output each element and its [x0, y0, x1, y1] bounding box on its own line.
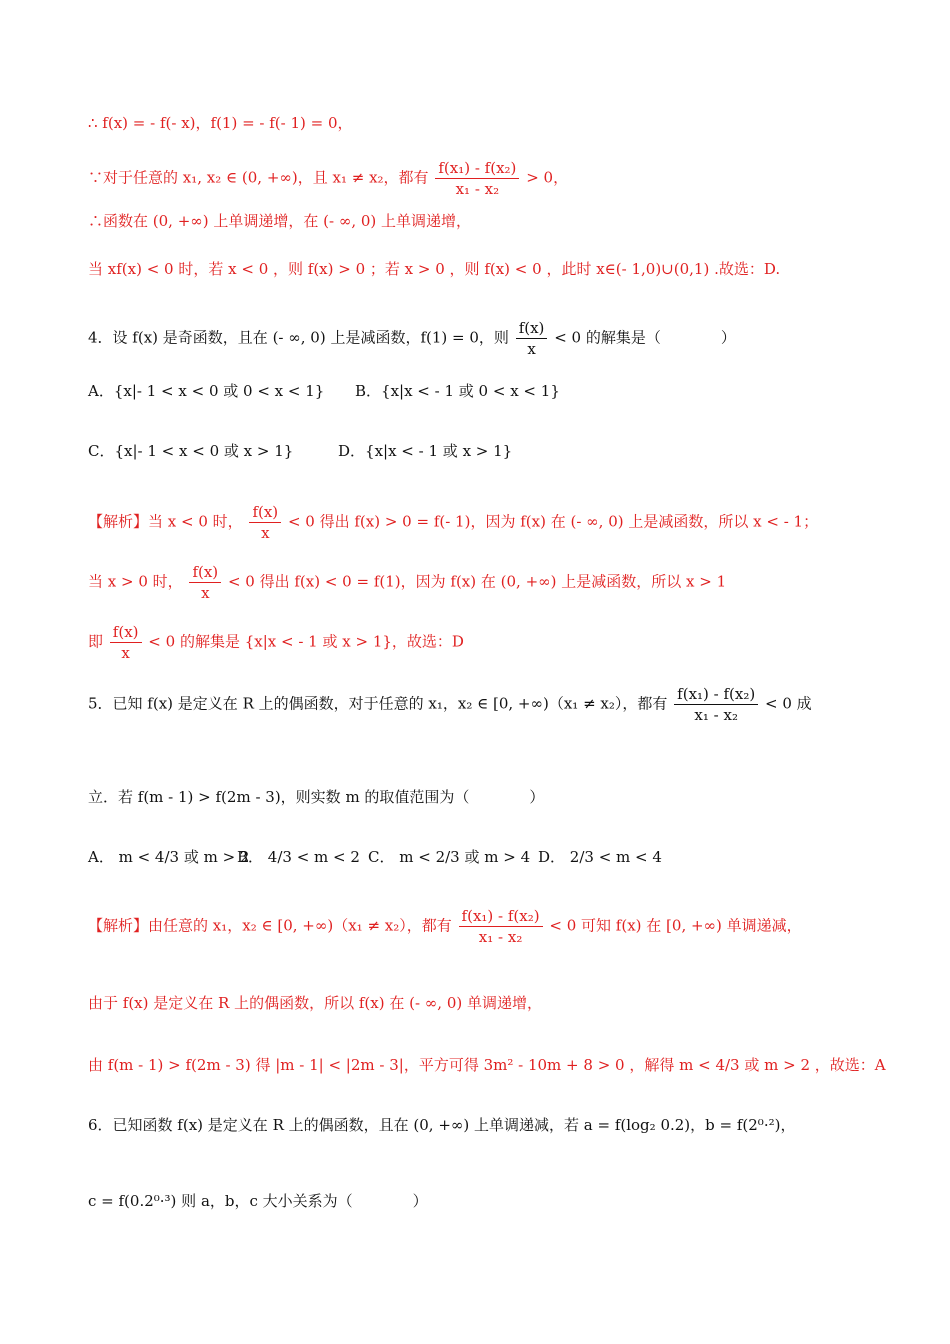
q4-option-b: B．{x|x < - 1 或 0 < x < 1} [355, 382, 560, 400]
q4-solution-1 [88, 502, 818, 543]
q4-solution-2-fraction-num: f(x) [189, 562, 221, 583]
q5-option-a: A． m < 4/3 或 m > 2 [88, 848, 250, 866]
prev-line-4: 当 xf(x) < 0 时，若 x < 0 ，则 f(x) > 0 ；若 x > 0 ，则 f(x) < 0 ，此时 x∈(- 1,0)∪(0,1) .故选：D. [88, 260, 781, 278]
q4-option-c: C．{x|- 1 < x < 0 或 x > 1} [88, 442, 294, 460]
q4-stem-text: 4．设 f(x) 是奇函数，且在 (- ∞, 0) 上是减函数，f(1) = 0，则 [88, 328, 509, 347]
q4-solution-1-fraction [249, 502, 281, 543]
q5-solution-1 [88, 906, 802, 947]
prev-line-2-text: ∵对于任意的 x₁, x₂ ∈ (0, +∞)，且 x₁ ≠ x₂，都有 [88, 168, 429, 187]
q5-solution-2: 由于 f(x) 是定义在 R 上的偶函数，所以 f(x) 在 (- ∞, 0) 单调递增， [88, 994, 542, 1012]
q4-solution-1-fraction-num: f(x) [249, 502, 281, 523]
q4-stem-fraction [516, 318, 548, 359]
q4-solution-1-text: 【解析】当 x < 0 时， [88, 512, 243, 531]
q4-solution-3-tail: < 0 的解集是 {x|x < - 1 或 x > 1}，故选：D [148, 632, 464, 651]
prev-fraction-den: x₁ - x₂ [455, 180, 500, 198]
q5-solution-1-fraction-num: f(x₁) - f(x₂) [459, 906, 543, 927]
q5-stem-line-2: 立．若 f(m - 1) > f(2m - 3)，则实数 m 的取值范围为（ ） [88, 788, 545, 806]
q5-stem-fraction [674, 684, 758, 725]
q5-stem-fraction-den: x₁ - x₂ [694, 706, 738, 724]
q5-stem-tail: < 0 成 [765, 694, 812, 713]
prev-line-2 [88, 158, 568, 199]
q5-solution-1-text: 【解析】由任意的 x₁，x₂ ∈ [0, +∞)（x₁ ≠ x₂），都有 [88, 916, 452, 935]
prev-fraction-num: f(x₁) - f(x₂) [435, 158, 519, 179]
q5-option-b: B． 4/3 < m < 2 [237, 848, 360, 866]
q5-stem-fraction-num: f(x₁) - f(x₂) [674, 684, 758, 705]
q4-solution-3-fraction-den: x [121, 644, 130, 662]
q5-solution-1-fraction-den: x₁ - x₂ [478, 928, 523, 946]
q4-solution-3 [88, 622, 464, 663]
prev-fraction [435, 158, 519, 199]
q5-stem-text: 5．已知 f(x) 是定义在 R 上的偶函数，对于任意的 x₁，x₂ ∈ [0, +∞)（x₁ ≠ x₂），都有 [88, 694, 668, 713]
q5-option-c: C． m < 2/3 或 m > 4 [368, 848, 531, 866]
q5-solution-3: 由 f(m - 1) > f(2m - 3) 得 |m - 1| < |2m - 3|，平方可得 3m² - 10m + 8 > 0 ，解得 m < 4/3 或 m > 2 ，故选：A [88, 1056, 886, 1074]
q4-solution-2-fraction [189, 562, 221, 603]
q4-solution-2-tail: < 0 得出 f(x) < 0 = f(1)，因为 f(x) 在 (0, +∞) 上是减函数，所以 x > 1 [227, 572, 727, 591]
q4-solution-3-fraction-num: f(x) [110, 622, 142, 643]
q4-solution-2 [88, 562, 726, 603]
q4-option-d: D．{x|x < - 1 或 x > 1} [338, 442, 513, 460]
q4-stem-tail: < 0 的解集是（ ） [554, 328, 736, 347]
q4-stem-fraction-num: f(x) [516, 318, 548, 339]
q5-solution-1-fraction [459, 906, 543, 947]
q4-solution-2-text: 当 x > 0 时， [88, 572, 183, 591]
q4-option-a: A．{x|- 1 < x < 0 或 0 < x < 1} [88, 382, 325, 400]
prev-line-1: ∴ f(x) = - f(- x)，f(1) = - f(- 1) = 0， [88, 114, 353, 132]
q6-stem-line-2: c = f(0.2⁰·³) 则 a，b，c 大小关系为（ ） [88, 1192, 428, 1210]
q6-stem-line-1: 6．已知函数 f(x) 是定义在 R 上的偶函数，且在 (0, +∞) 上单调递减，若 a = f(log₂ 0.2)，b = f(2⁰·²)， [88, 1116, 796, 1134]
prev-line-2-tail: > 0， [526, 168, 569, 187]
q4-solution-1-tail: < 0 得出 f(x) > 0 = f(- 1)，因为 f(x) 在 (- ∞, 0) 上是减函数，所以 x < - 1； [287, 512, 819, 531]
q5-option-d: D． 2/3 < m < 4 [538, 848, 662, 866]
q4-solution-3-text: 即 [88, 632, 104, 651]
q4-stem-fraction-den: x [527, 340, 536, 358]
q4-stem [88, 318, 736, 359]
q5-solution-1-tail: < 0 可知 f(x) 在 [0, +∞) 单调递减， [549, 916, 802, 935]
q4-solution-1-fraction-den: x [261, 524, 270, 542]
q4-solution-2-fraction-den: x [201, 584, 210, 602]
prev-line-3: ∴函数在 (0, +∞) 上单调递增，在 (- ∞, 0) 上单调递增， [88, 212, 472, 230]
q5-stem [88, 684, 812, 725]
q4-solution-3-fraction [110, 622, 142, 663]
